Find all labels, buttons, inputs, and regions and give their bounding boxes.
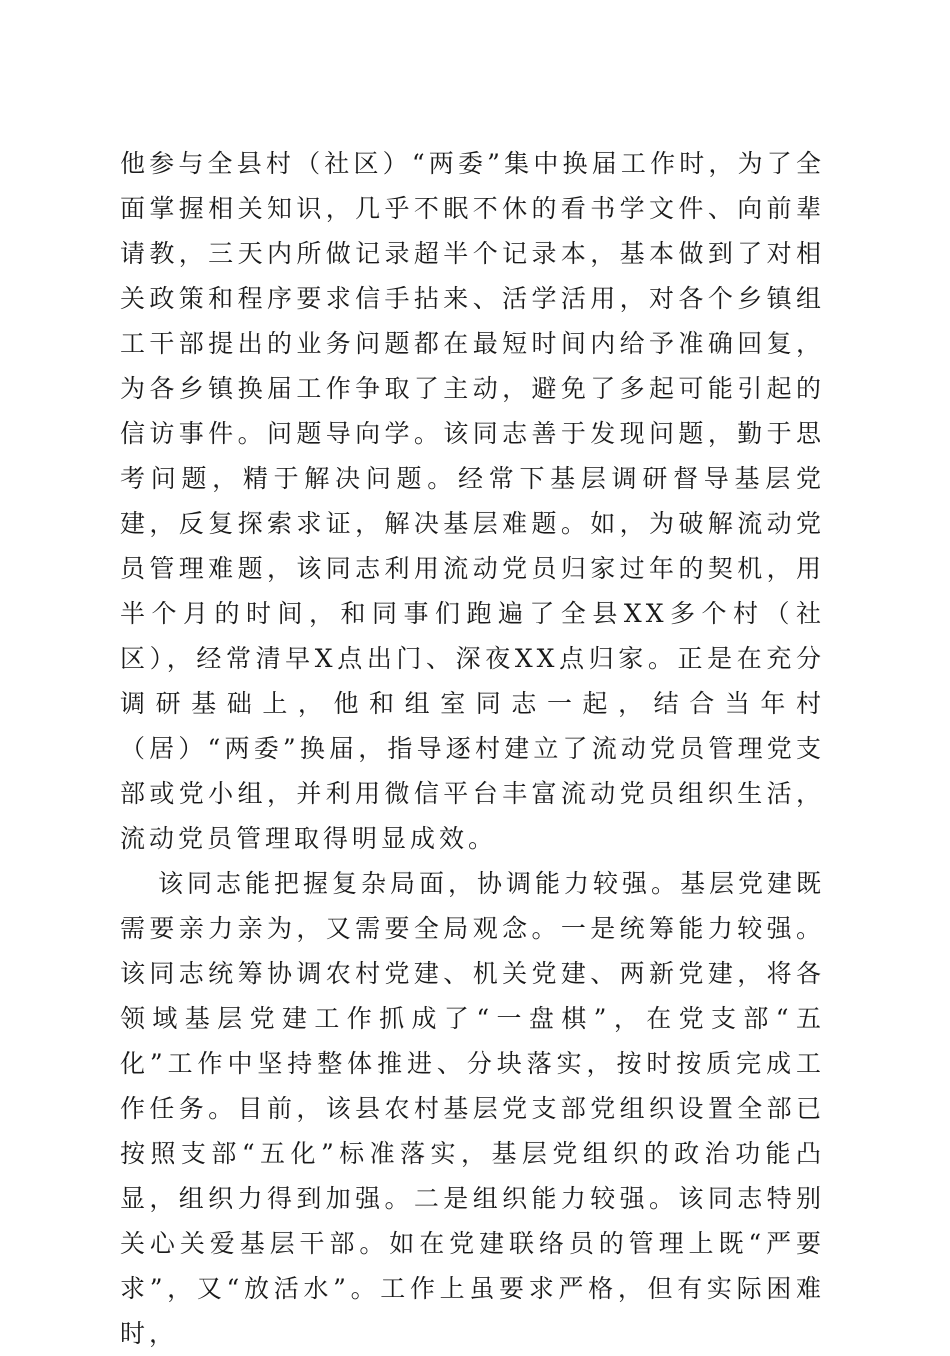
paragraph-coordination: 该同志能把握复杂局面，协调能力较强。基层党建既需要亲力亲为，又需要全局观念。一是统筹能力较强。该同志统筹协调农村党建、机关党建、两新党建，将各领域基层党建工作抓成了“一盘棋”，在党支部“五化”工作中坚持整体推进、分块落实，按时按质完成工作任务。目前，该县农村基层党支部党组织设置全部已按照支部“五化”标准落实，基层党组织的政治功能凸显，组织力得到加强。二是组织能力较强。该同志特别关心关爱基层干部。如在党建联络员的管理上既“严要求”，又“放活水”。工作上虽要求严格，但有实际困难时， [120, 869, 826, 1348]
body-text [120, 141, 825, 1356]
paragraph-continued: 他参与全县村（社区）“两委”集中换届工作时，为了全面掌握相关知识，几乎不眠不休的看书学文件、向前辈请教，三天内所做记录超半个记录本，基本做到了对相关政策和程序要求信手拈来、活学活用，对各个乡镇组工干部提出的业务问题都在最短时间内给予准确回复，为各乡镇换届工作争取了主动，避免了多起可能引起的信访事件。问题导向学。该同志善于发现问题，勤于思考问题，精于解决问题。经常下基层调研督导基层党建，反复探索求证，解决基层难题。如，为破解流动党员管理难题，该同志利用流动党员归家过年的契机，用半个月的时间，和同事们跑遍了全县XX多个村（社区），经常清早X点出门、深夜XX点归家。正是在充分调研基础上，他和组室同志一起，结合当年村（居）“两委”换届，指导逐村建立了流动党员管理党支部或党小组，并利用微信平台丰富流动党员组织生活，流动党员管理取得明显成效。 [120, 149, 825, 853]
